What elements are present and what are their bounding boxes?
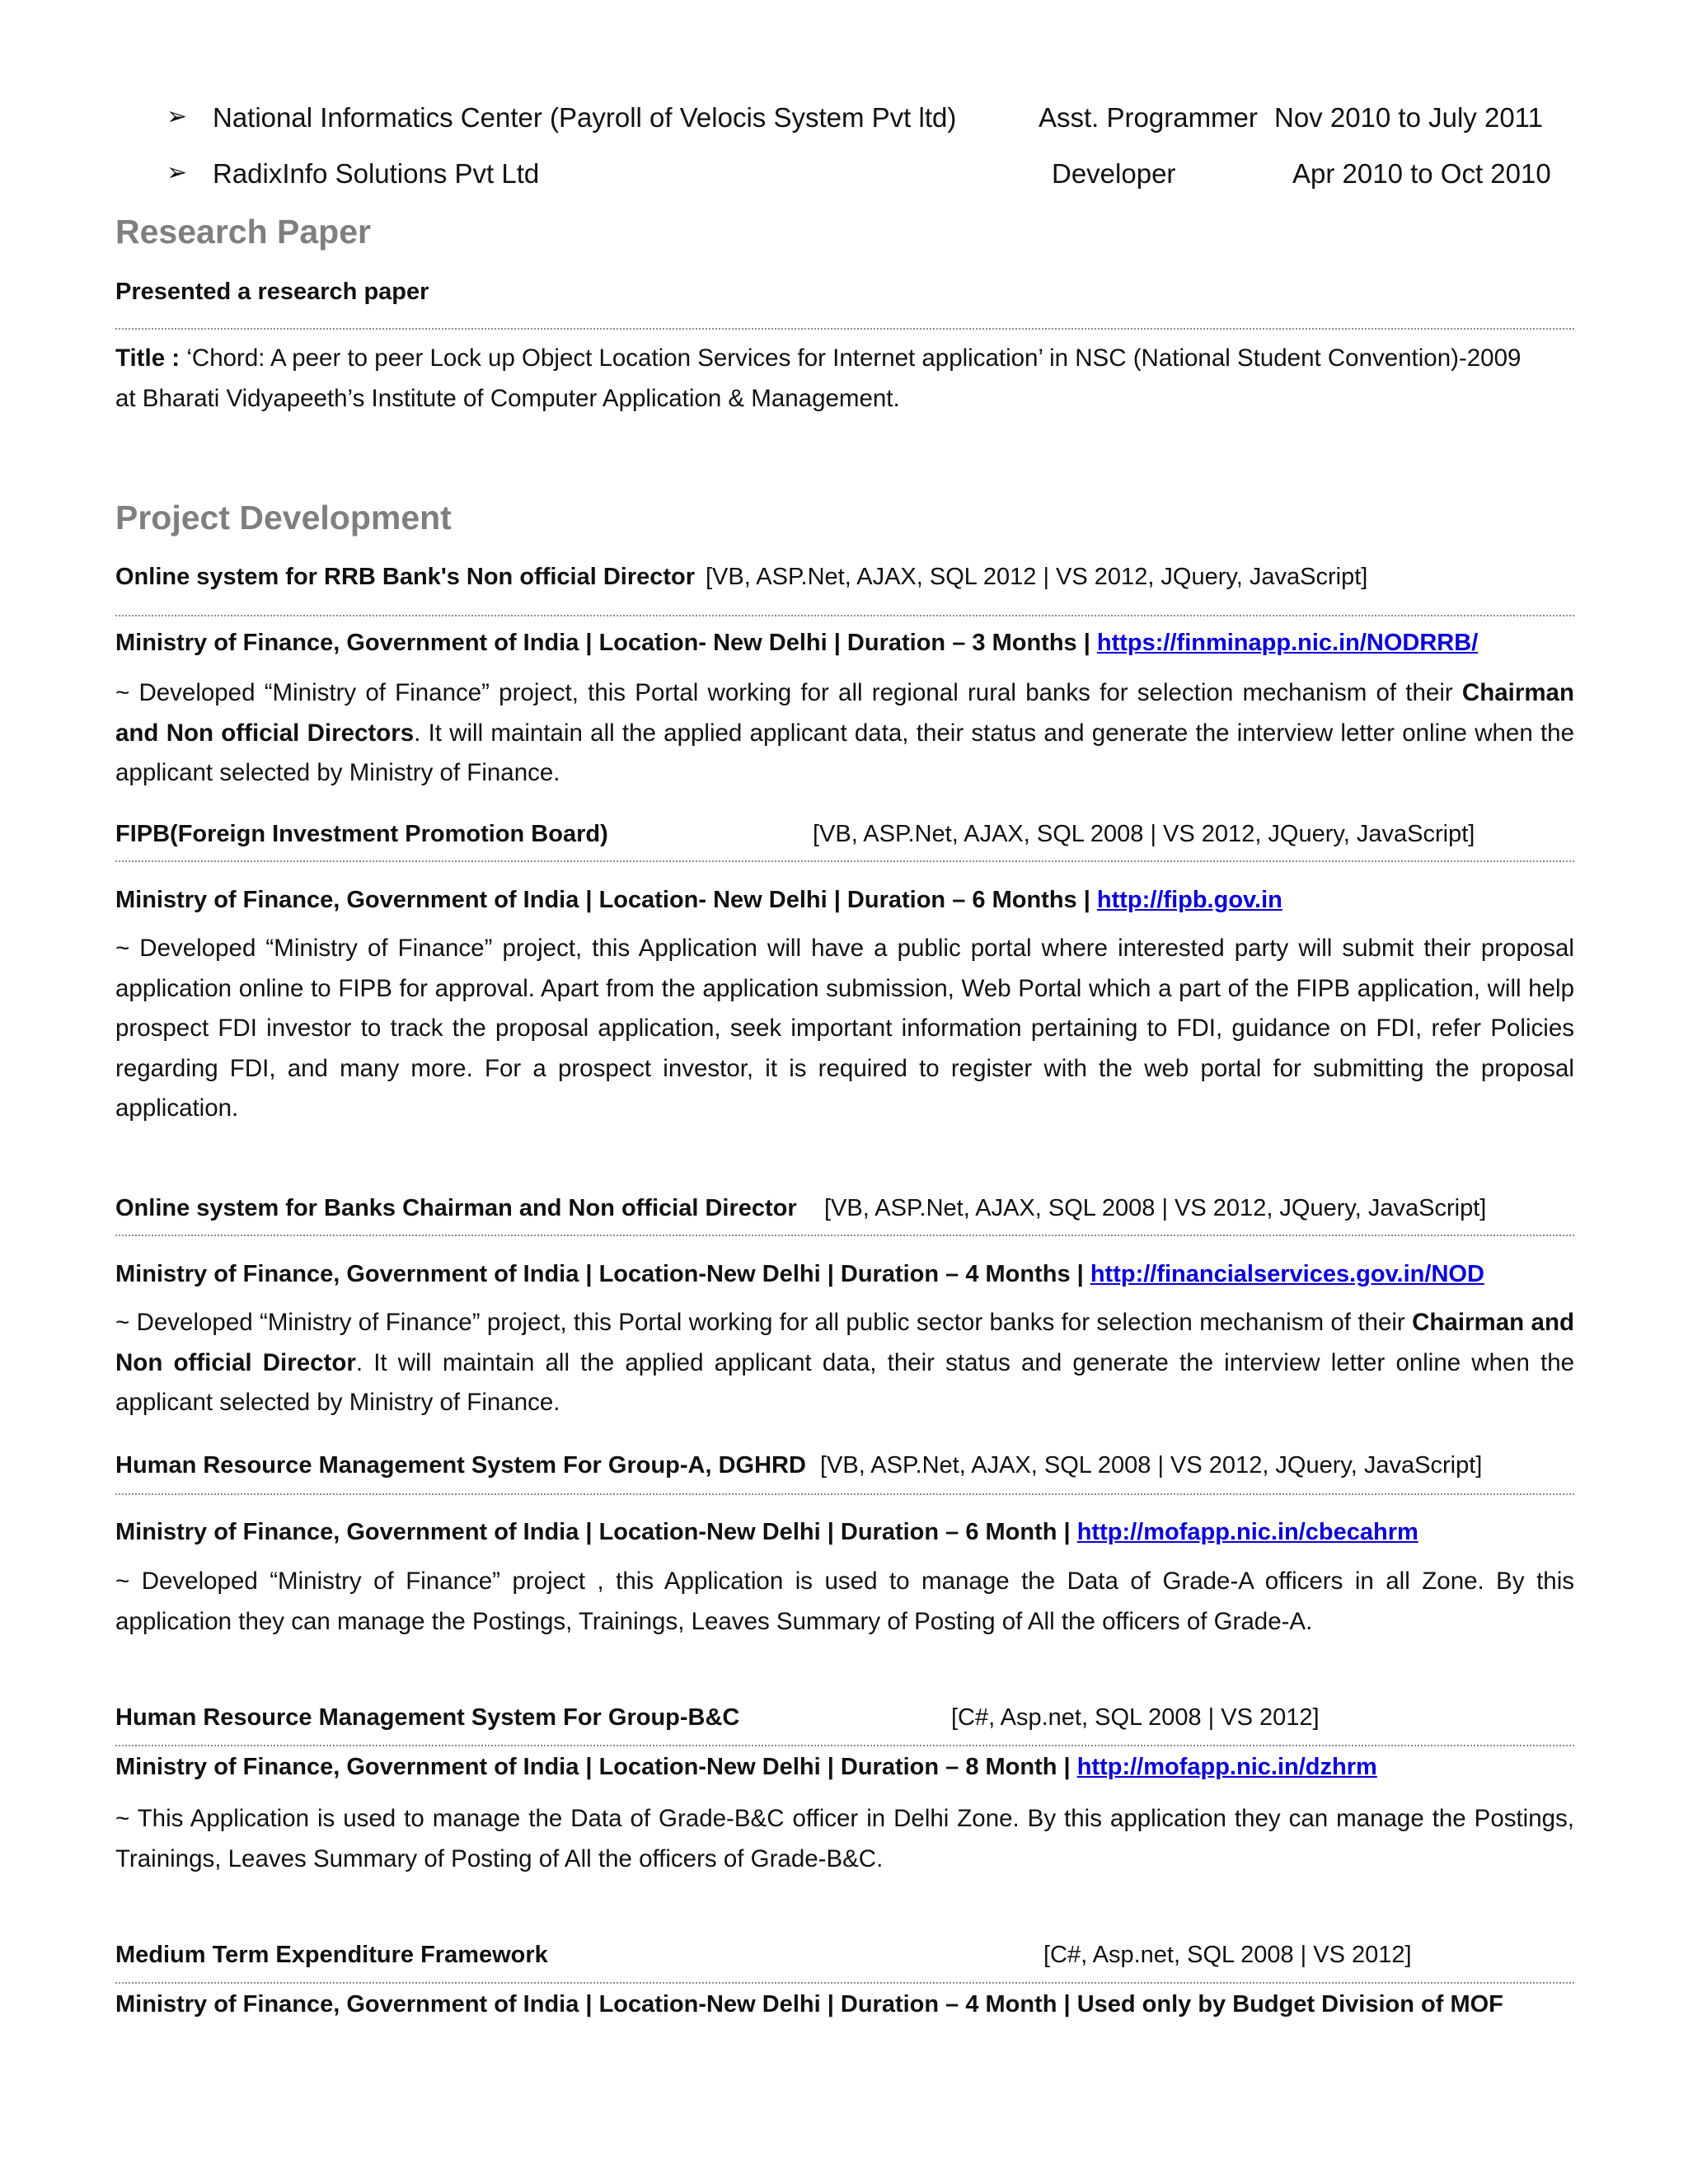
divider [115,328,1574,330]
experience-item [166,158,1568,191]
project-tech: [VB, ASP.Net, AJAX, SQL 2008 | VS 2012, JQuery, JavaScript] [820,1452,1483,1479]
description-text: . It will maintain all the applied applicant data, their status and generate the interview letter online when the applicant selected by Ministry of Finance. [115,1348,1575,1416]
project-title: Medium Term Expenditure Framework [115,1942,548,1968]
description-text: ~ Developed “Ministry of Finance” project, this Portal working for all regional rural banks for selection mechanism of their [115,679,1462,706]
research-title-text: ‘Chord: A peer to peer Lock up Object Location Services for Internet application’ in NSC (National Student Convention)-2009 [180,344,1522,372]
research-title-text-2: at Bharati Vidyapeeth’s Institute of Computer Application & Management. [115,384,900,412]
ministry-text: Ministry of Finance, Government of India | Location- New Delhi | Duration – 6 Months | [115,887,1097,913]
projects-heading: Project Development [115,499,452,537]
project-link[interactable]: http://fipb.gov.in [1096,887,1282,913]
project-description: ~ Developed “Ministry of Finance” project, this Application will have a public portal where interested party will submit their proposal application online to FIPB for approval. Apart from the application submission, Web Portal which a part of the FIPB application, will help prospect FDI investor to track the proposal application, seek important information pertaining to FDI, guidance on FDI, refer Policies regarding FDI, and many more. For a prospect investor, it is required to register with the web portal for submitting the proposal application. [115,935,1574,1122]
project-description: ~ This Application is used to manage the Data of Grade-B&C officer in Delhi Zone. By this application they can manage the Postings, Trainings, Leaves Summary of Posting of All the officers of Grade-B&C. [115,1805,1574,1872]
project-ministry [115,1991,1503,2018]
project-title: Human Resource Management System For Group-B&C [115,1704,740,1731]
project-description [115,1303,1574,1423]
description-bold: Chairman and Non official Director [115,1309,1574,1376]
project-tech: [C#, Asp.net, SQL 2008 | VS 2012] [1043,1942,1412,1968]
description-bold: Chairman and Non official Directors [115,679,1574,747]
project-title: Online system for RRB Bank's Non official Director [115,564,696,590]
experience-period: Apr 2010 to Oct 2010 [1292,158,1551,189]
divider [115,615,1574,616]
divider [115,1235,1574,1236]
divider [115,1982,1574,1984]
project-ministry [115,887,1282,914]
divider [115,1745,1574,1746]
experience-company: National Informatics Center (Payroll of Velocis System Pvt ltd) [213,102,957,133]
project-tech: [VB, ASP.Net, AJAX, SQL 2012 | VS 2012, JQuery, JavaScript] [706,564,1368,590]
description-text: ~ Developed “Ministry of Finance” project, this Portal working for all public sector banks for selection mechanism of their [115,1309,1413,1336]
divider [115,1493,1574,1495]
research-title-label: Title : [115,344,181,372]
project-ministry [115,1754,1377,1781]
project-description [115,673,1574,794]
ministry-text: Ministry of Finance, Government of India | Location-New Delhi | Duration – 4 Month | Used only by Budget Division of MOF [115,1991,1503,2018]
ministry-text: Ministry of Finance, Government of India | Location- New Delhi | Duration – 3 Months | [115,630,1097,656]
experience-item [166,102,1568,135]
description-text: . It will maintain all the applied applicant data, their status and generate the interview letter online when the applicant selected by Ministry of Finance. [115,719,1574,786]
divider [115,860,1574,862]
project-link[interactable]: http://mofapp.nic.in/dzhrm [1076,1754,1377,1780]
project-link[interactable]: http://financialservices.gov.in/NOD [1090,1261,1484,1287]
project-ministry [115,1261,1484,1288]
ministry-text: Ministry of Finance, Government of India | Location-New Delhi | Duration – 4 Months | [115,1261,1090,1287]
project-tech: [VB, ASP.Net, AJAX, SQL 2008 | VS 2012, JQuery, JavaScript] [824,1195,1487,1221]
project-tech: [C#, Asp.net, SQL 2008 | VS 2012] [951,1704,1320,1731]
project-link[interactable]: https://finminapp.nic.in/NODRRB/ [1096,630,1479,656]
experience-role: Developer [1052,158,1176,189]
project-tech: [VB, ASP.Net, AJAX, SQL 2008 | VS 2012, JQuery, JavaScript] [813,821,1475,847]
experience-role: Asst. Programmer [1039,102,1258,133]
project-link[interactable]: http://mofapp.nic.in/cbecahrm [1076,1519,1418,1545]
project-title: FIPB(Foreign Investment Promotion Board) [115,821,608,847]
project-title: Online system for Banks Chairman and Non official Director [115,1195,797,1221]
ministry-text: Ministry of Finance, Government of India | Location-New Delhi | Duration – 6 Month | [115,1519,1077,1545]
project-ministry [115,1519,1418,1546]
research-title [115,339,1574,419]
arrow-bullet-icon: ➢ [166,159,188,186]
ministry-text: Ministry of Finance, Government of India | Location-New Delhi | Duration – 8 Month | [115,1754,1077,1780]
arrow-bullet-icon: ➢ [166,103,188,130]
research-subheading: Presented a research paper [115,279,429,305]
project-title: Human Resource Management System For Group-A, DGHRD [115,1452,806,1479]
experience-company: RadixInfo Solutions Pvt Ltd [213,158,540,189]
project-description: ~ Developed “Ministry of Finance” project , this Application is used to manage the Data of Grade-A officers in all Zone. By this application they can manage the Postings, Trainings, Leaves Summary of Posting of All the officers of Grade-A. [115,1568,1574,1635]
project-ministry [115,630,1478,657]
research-heading: Research Paper [115,213,371,251]
experience-period: Nov 2010 to July 2011 [1274,102,1543,133]
